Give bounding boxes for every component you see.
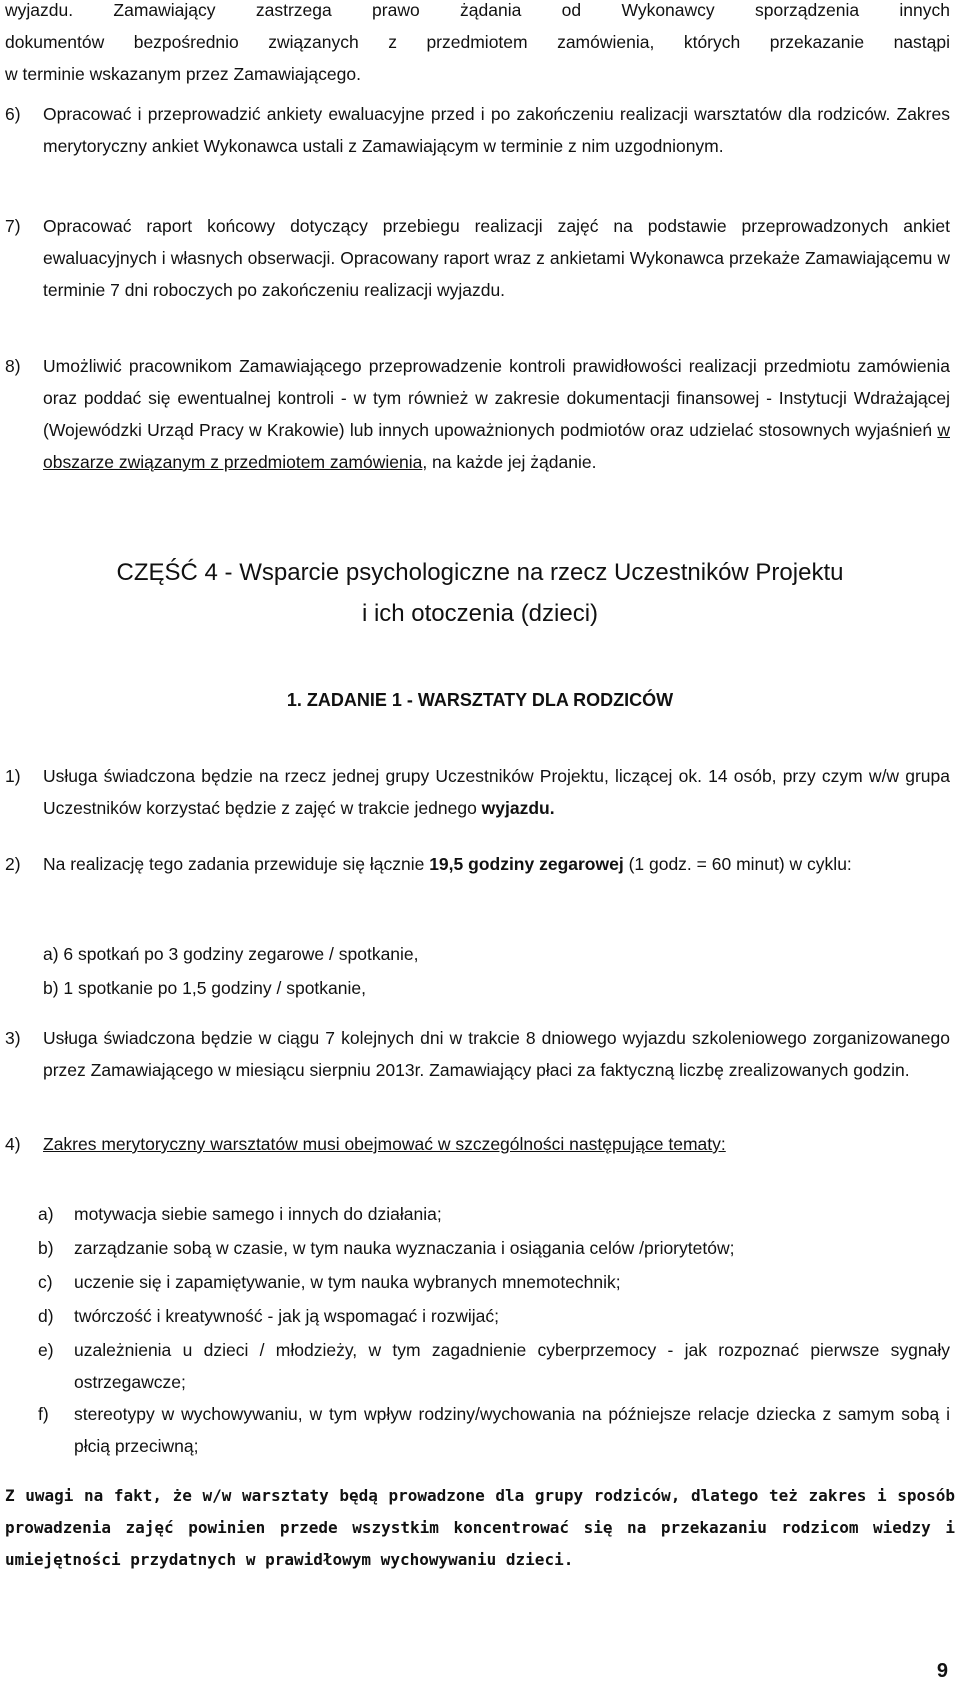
item-6-text: Opracować i przeprowadzić ankiety ewaluacyjne przed i po zakończeniu realizacji warsztatów dla rodziców. Zakres merytoryczny ankiet Wykonawca ustali z Zamawiającym w terminie z nim uzgodnionym.	[43, 104, 950, 156]
point-3-text: Usługa świadczona będzie w ciągu 7 kolejnych dni w trakcie 8 dniowego wyjazdu szkoleniowego zorganizowanego przez Zamawiającego w miesiącu sierpniu 2013r. Zamawiający płaci za faktyczną liczbę zrealizowanych godzin.	[43, 1028, 950, 1080]
continuation-line: w terminie wskazanym przez Zamawiającego.	[5, 64, 361, 84]
item-8-text-end: , na każde jej żądanie.	[422, 452, 597, 472]
point-number: 2)	[5, 854, 21, 874]
point-2-sub-b: b) 1 spotkanie po 1,5 godziny / spotkanie,	[43, 978, 366, 998]
point-1-bold: wyjazdu.	[481, 798, 555, 818]
point-2-text-main: Na realizację tego zadania przewiduje się łącznie	[43, 854, 430, 874]
topic-letter: f)	[38, 1404, 49, 1424]
topic-item: motywacja siebie samego i innych do działania;	[74, 1204, 442, 1224]
point-1-text	[43, 760, 950, 824]
continuation-line: dokumentów bezpośrednio związanych z przedmiotem zamówienia, których przekazanie nastąpi	[5, 32, 950, 52]
section-heading-line-2: i ich otoczenia (dzieci)	[361, 600, 599, 627]
topic-item: twórczość i kreatywność - jak ją wspomagać i rozwijać;	[74, 1306, 499, 1326]
item-8-text	[43, 350, 950, 478]
topic-letter: d)	[38, 1306, 54, 1326]
point-1-text-main: Usługa świadczona będzie na rzecz jednej grupy Uczestników Projektu, liczącej ok. 14 osób, przy czym w/w grupa Uczestników korzystać będzie z zajęć w trakcie jednego	[43, 766, 950, 818]
topic-letter: b)	[38, 1238, 54, 1258]
item-number: 6)	[5, 104, 21, 124]
topic-letter: a)	[38, 1204, 54, 1224]
task-title: 1. ZADANIE 1 - WARSZTATY DLA RODZICÓW	[286, 690, 674, 710]
topic-item: stereotypy w wychowywaniu, w tym wpływ rodziny/wychowania na późniejsze relacje dziecka z samym sobą i płcią przeciwną;	[74, 1404, 950, 1456]
final-note: Z uwagi na fakt, że w/w warsztaty będą prowadzone dla grupy rodziców, dlatego też zakres i sposób prowadzenia zajęć powinien przede wszystkim koncentrować się na przekazaniu rodzicom wiedzy i umiejętności przydatnych w prawidłowym wychowywaniu dzieci.	[5, 1486, 955, 1569]
point-2-bold: 19,5 godziny zegarowej	[429, 854, 624, 874]
item-8-text-main: Umożliwić pracownikom Zamawiającego przeprowadzenie kontroli prawidłowości realizacji przedmiotu zamówienia oraz poddać się ewentualnej kontroli - w tym również w zakresie dokumentacji finansowej - Instytucji Wdrażającej (Wojewódzki Urząd Pracy w Krakowie) lub innych upoważnionych podmiotów oraz udzielać stosownych wyjaśnień	[43, 356, 950, 440]
continuation-paragraph	[5, 0, 950, 90]
point-number: 4)	[5, 1134, 21, 1154]
point-number: 3)	[5, 1028, 21, 1048]
topic-letter: c)	[38, 1272, 53, 1292]
section-heading-line-1: CZĘŚĆ 4 - Wsparcie psychologiczne na rzecz Uczestników Projektu	[116, 559, 844, 586]
topic-item: uczenie się i zapamiętywanie, w tym nauka wybranych mnemotechnik;	[74, 1272, 621, 1292]
point-2-text	[43, 848, 950, 880]
point-4-text: Zakres merytoryczny warsztatów musi obejmować w szczególności następujące tematy:	[43, 1134, 726, 1154]
item-number: 7)	[5, 216, 21, 236]
point-2-text-end: (1 godz. = 60 minut) w cyklu:	[623, 854, 852, 874]
item-number: 8)	[5, 356, 21, 376]
topic-item: zarządzanie sobą w czasie, w tym nauka wyznaczania i osiągania celów /priorytetów;	[74, 1238, 735, 1258]
point-2-sub-a: a) 6 spotkań po 3 godziny zegarowe / spotkanie,	[43, 944, 419, 964]
page-number: 9	[936, 1660, 948, 1682]
continuation-line: wyjazdu. Zamawiający zastrzega prawo żądania od Wykonawcy sporządzenia innych	[5, 0, 950, 20]
item-7-text: Opracować raport końcowy dotyczący przebiegu realizacji zajęć na podstawie przeprowadzonych ankiet ewaluacyjnych i własnych obserwacji. Opracowany raport wraz z ankietami Wykonawca przekaże Zamawiającemu w terminie 7 dni roboczych po zakończeniu realizacji wyjazdu.	[43, 216, 950, 300]
item-8-underlined: w obszarze związanym z przedmiotem zamówienia	[43, 420, 950, 472]
topic-item: uzależnienia u dzieci / młodzieży, w tym zagadnienie cyberprzemocy - jak rozpoznać pierwsze sygnały ostrzegawcze;	[74, 1340, 950, 1392]
point-number: 1)	[5, 766, 21, 786]
topic-letter: e)	[38, 1340, 54, 1360]
